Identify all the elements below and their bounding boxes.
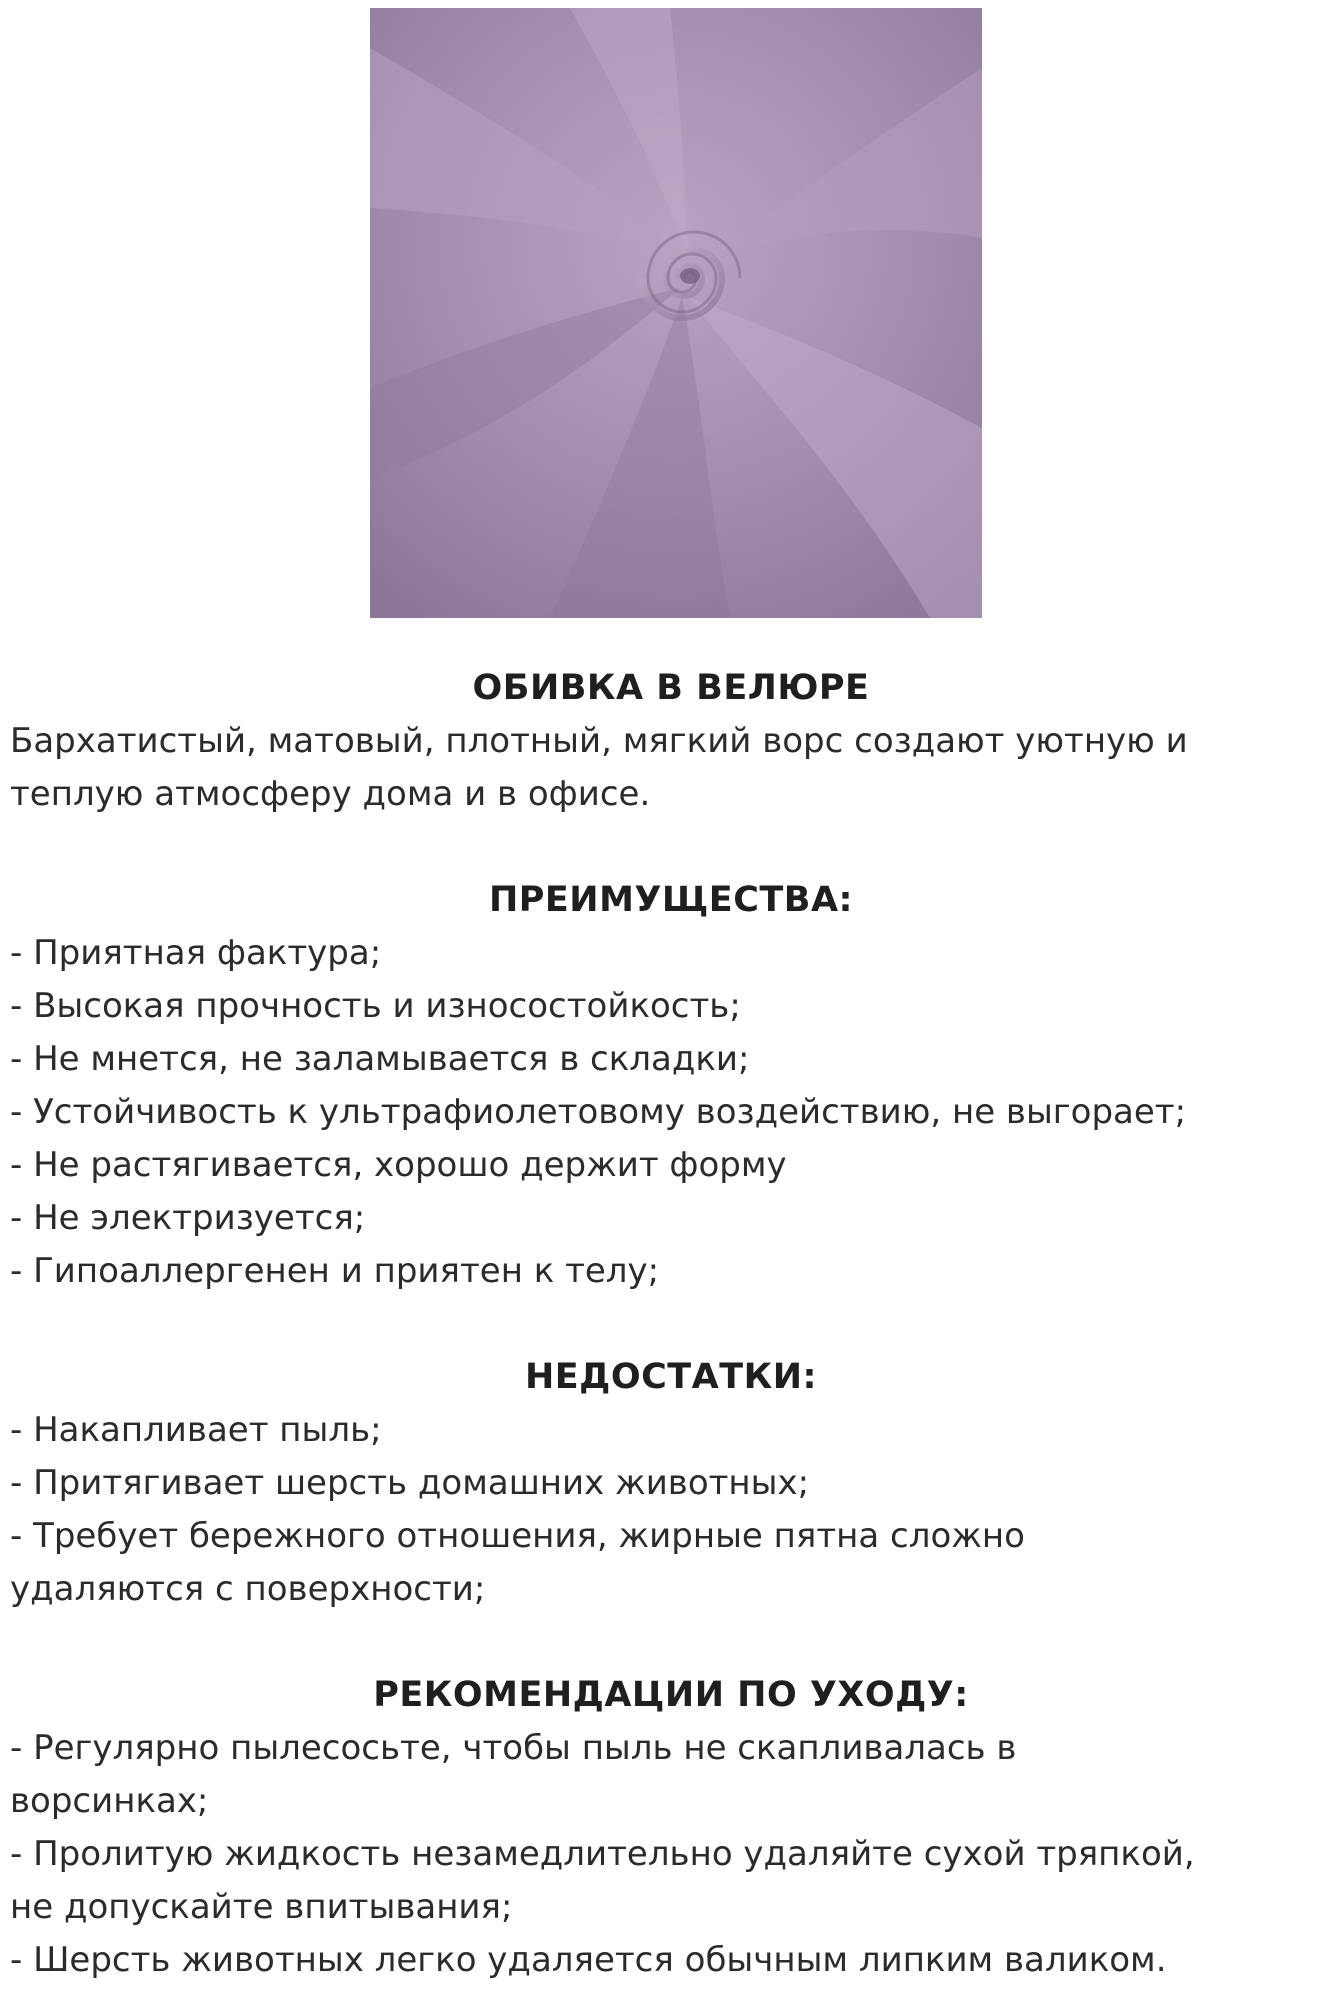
description-content [10, 662, 1332, 1987]
disadvantage-item: - Требует бережного отношения, жирные пятна сложно [10, 1516, 1025, 1556]
care-item: не допускайте впитывания; [10, 1887, 513, 1927]
care-item: - Пролитую жидкость незамедлительно удаляйте сухой тряпкой, [10, 1834, 1195, 1874]
care-title: РЕКОМЕНДАЦИИ ПО УХОДУ: [373, 1675, 969, 1715]
advantage-item: - Высокая прочность и износостойкость; [10, 986, 741, 1026]
upholstery-title: ОБИВКА В ВЕЛЮРЕ [472, 668, 870, 708]
disadvantages-list [10, 1404, 1332, 1616]
upholstery-line: теплую атмосферу дома и в офисе. [10, 774, 651, 814]
upholstery-line: Бархатистый, матовый, плотный, мягкий ворс создают уютную и [10, 721, 1188, 761]
care-item: ворсинках; [10, 1781, 209, 1821]
fabric-swatch-photo [370, 8, 982, 618]
advantage-item: - Не растягивается, хорошо держит форму [10, 1145, 787, 1185]
section-spacer [10, 1616, 1332, 1669]
advantage-item: - Не мнется, не заламывается в складки; [10, 1039, 750, 1079]
fabric-swirl-icon [370, 8, 982, 618]
advantages-list [10, 927, 1332, 1298]
advantage-item: - Не электризуется; [10, 1198, 366, 1238]
section-spacer [10, 1298, 1332, 1351]
care-list [10, 1722, 1332, 1987]
advantage-item: - Приятная фактура; [10, 933, 382, 973]
advantage-item: - Гипоаллергенен и приятен к телу; [10, 1251, 660, 1291]
disadvantage-item: - Притягивает шерсть домашних животных; [10, 1463, 810, 1503]
care-item: - Шерсть животных легко удаляется обычным липким валиком. [10, 1940, 1167, 1980]
disadvantages-title: НЕДОСТАТКИ: [524, 1357, 818, 1397]
advantage-item: - Устойчивость к ультрафиолетовому воздействию, не выгорает; [10, 1092, 1187, 1132]
care-item: - Регулярно пылесосьте, чтобы пыль не скапливалась в [10, 1728, 1017, 1768]
disadvantage-item: удаляются с поверхности; [10, 1569, 486, 1609]
disadvantage-item: - Накапливает пыль; [10, 1410, 382, 1450]
advantages-title: ПРЕИМУЩЕСТВА: [488, 880, 854, 920]
section-spacer [10, 821, 1332, 874]
